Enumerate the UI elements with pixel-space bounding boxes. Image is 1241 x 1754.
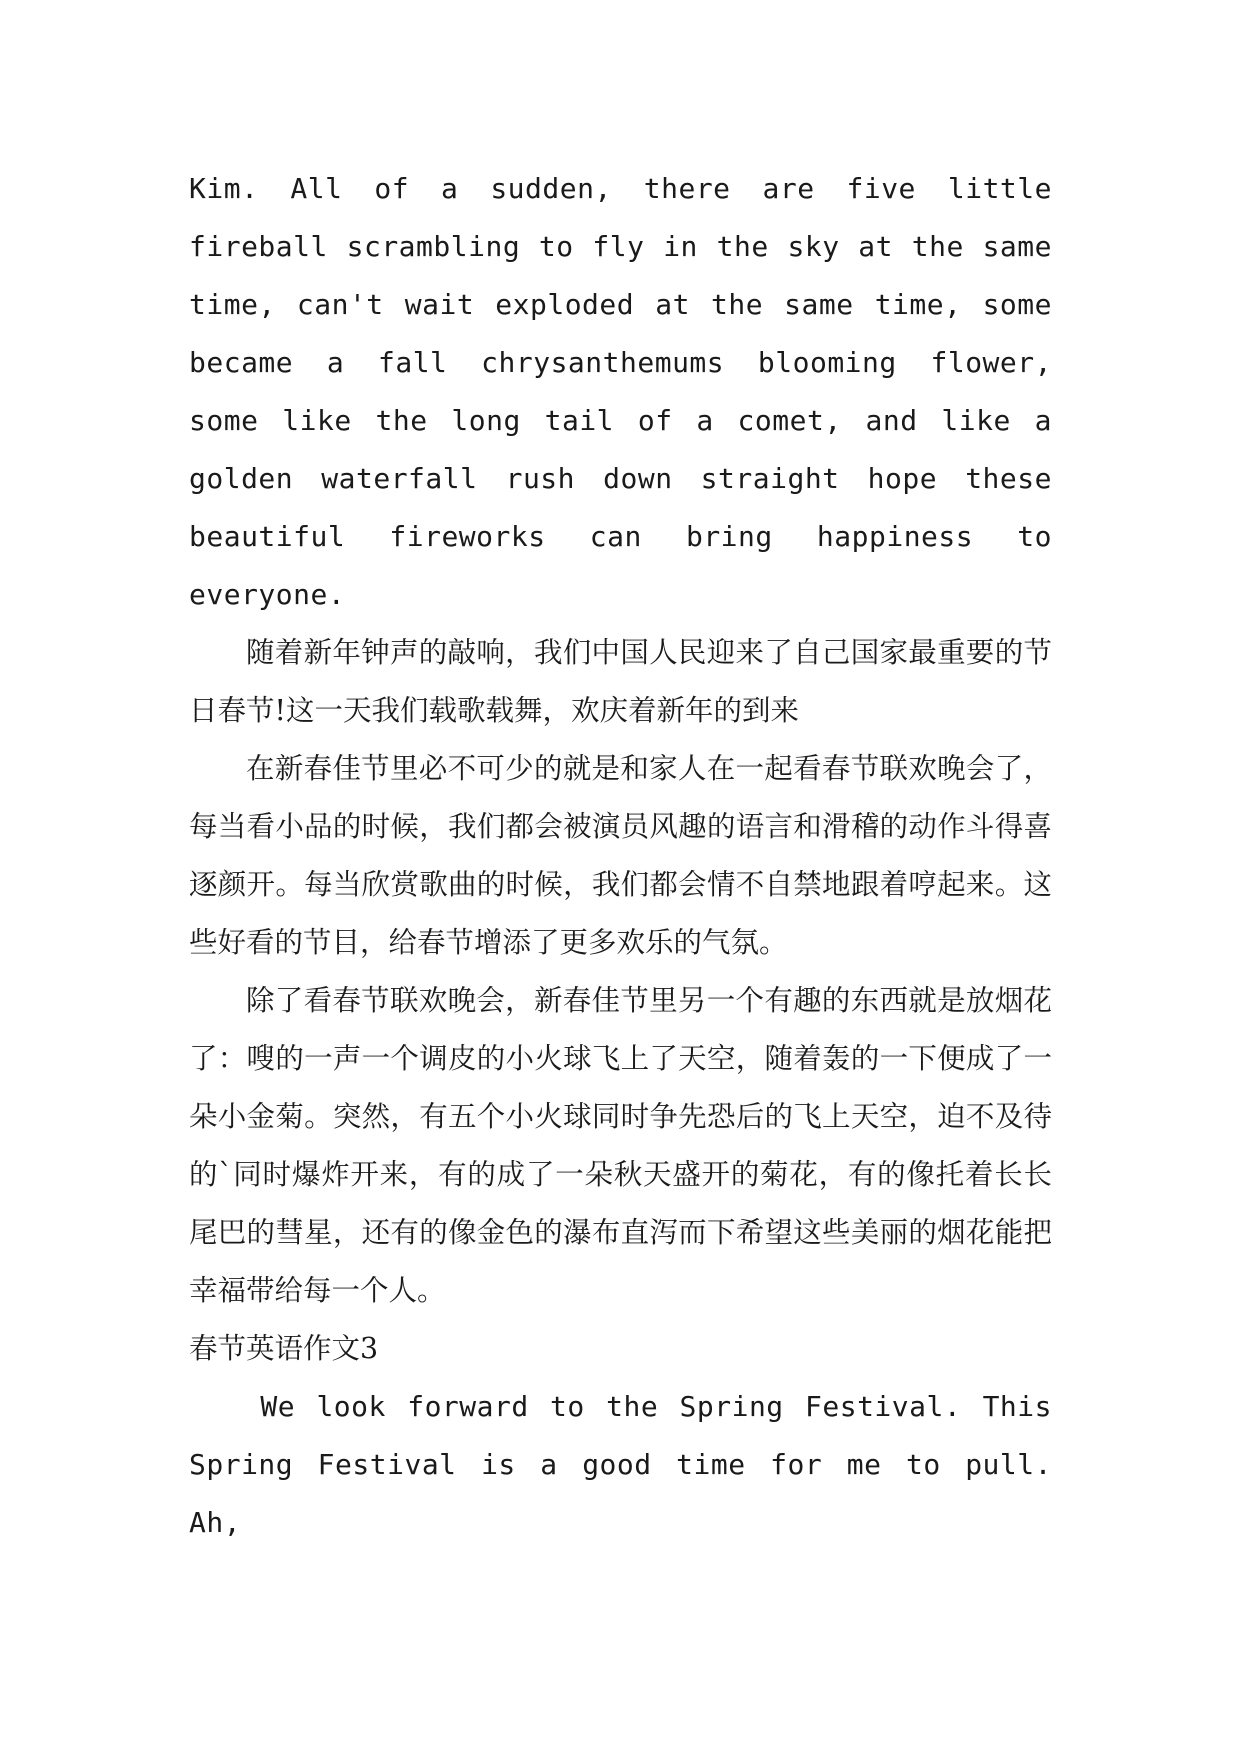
paragraph-new-year-bells: 随着新年钟声的敲响，我们中国人民迎来了自己国家最重要的节日春节!这一天我们载歌载舞，欢庆着新年的到来 bbox=[189, 636, 1052, 727]
document-body bbox=[189, 160, 1052, 1552]
section-heading: 春节英语作文3 bbox=[189, 1332, 379, 1365]
paragraph-english-fireworks: Kim. All of a sudden, there are five little fireball scrambling to fly in the sky at the same time, can't wait exploded at the same time, some became a fall chrysanthemums blooming flower, some like the long tail of a comet, and like a golden waterfall rush down straight hope these beautiful fireworks can bring happiness to everyone. bbox=[189, 172, 1052, 611]
paragraph-fireworks: 除了看春节联欢晚会，新春佳节里另一个有趣的东西就是放烟花了：嗖的一声一个调皮的小火球飞上了天空，随着轰的一下便成了一朵小金菊。突然，有五个小火球同时争先恐后的飞上天空，迫不及待的`同时爆炸开来，有的成了一朵秋天盛开的菊花，有的像托着长长尾巴的彗星，还有的像金色的瀑布直泻而下希望这些美丽的烟花能把幸福带给每一个人。 bbox=[189, 984, 1052, 1307]
paragraph-spring-gala: 在新春佳节里必不可少的就是和家人在一起看春节联欢晚会了，每当看小品的时候，我们都会被演员风趣的语言和滑稽的动作斗得喜逐颜开。每当欣赏歌曲的时候，我们都会情不自禁地跟着哼起来。这些好看的节目，给春节增添了更多欢乐的气氛。 bbox=[189, 752, 1052, 959]
paragraph-english-spring-festival: We look forward to the Spring Festival. This Spring Festival is a good time for me to pull. Ah, bbox=[189, 1390, 1052, 1539]
